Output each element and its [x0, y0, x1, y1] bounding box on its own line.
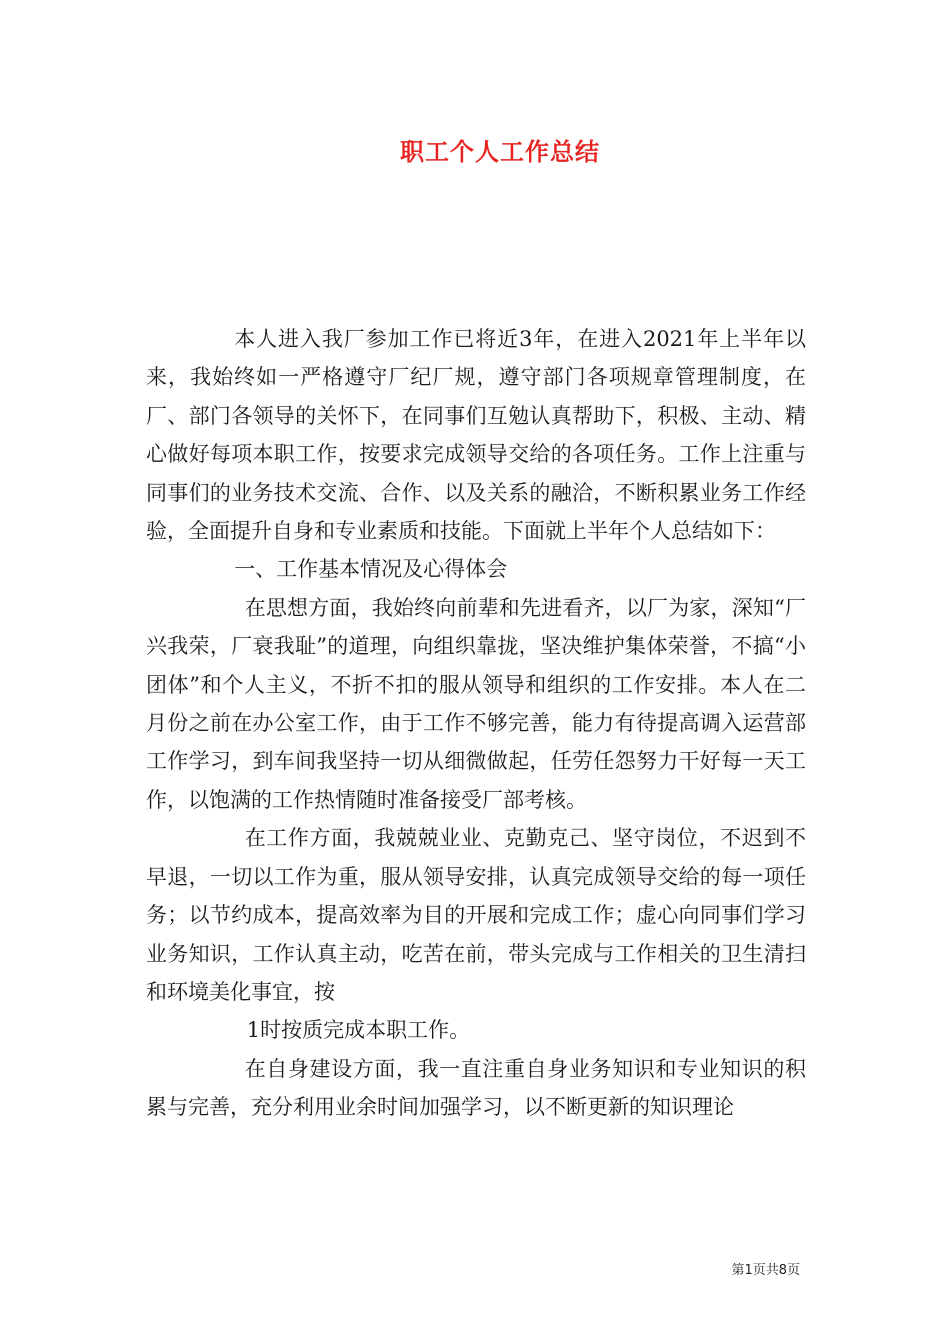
paragraph-thought: 在思想方面，我始终向前辈和先进看齐，以厂为家，深知“厂兴我荣，厂衰我耻”的道理，向组织靠拢，坚决维护集体荣誉，不搞“小团体”和个人主义，不折不扣的服从领导和组织的工作安排。本人在二月份之前在办公室工作，由于工作不够完善，能力有待提高调入运营部工作学习，到车间我坚持一切从细微做起，任劳任怨努力干好每一天工作，以饱满的工作热情随时准备接受厂部考核。	[146, 595, 806, 812]
paragraph-work-continued: 1时按质完成本职工作。	[246, 1018, 471, 1043]
section-heading: 一、工作基本情况及心得体会	[234, 557, 508, 582]
paragraph-self-building: 在自身建设方面，我一直注重自身业务知识和专业知识的积累与完善，充分利用业余时间加强学习，以不断更新的知识理论	[146, 1056, 806, 1120]
document-body	[146, 320, 806, 1127]
page-number: 第1页共8页	[731, 1263, 800, 1278]
paragraph-intro: 本人进入我厂参加工作已将近3年，在进入2021年上半年以来，我始终如一严格遵守厂纪厂规，遵守部门各项规章管理制度，在厂、部门各领导的关怀下，在同事们互勉认真帮助下，积极、主动、精心做好每项本职工作，按要求完成领导交给的各项任务。工作上注重与同事们的业务技术交流、合作、以及关系的融洽，不断积累业务工作经验，全面提升自身和专业素质和技能。下面就上半年个人总结如下：	[146, 327, 806, 544]
paragraph-work: 在工作方面，我兢兢业业、克勤克己、坚守岗位，不迟到不早退，一切以工作为重，服从领导安排，认真完成领导交给的每一项任务；以节约成本，提高效率为目的开展和完成工作；虚心向同事们学习业务知识，工作认真主动，吃苦在前，带头完成与工作相关的卫生清扫和环境美化事宜，按	[146, 826, 806, 1004]
document-title: 职工个人工作总结	[400, 138, 600, 166]
